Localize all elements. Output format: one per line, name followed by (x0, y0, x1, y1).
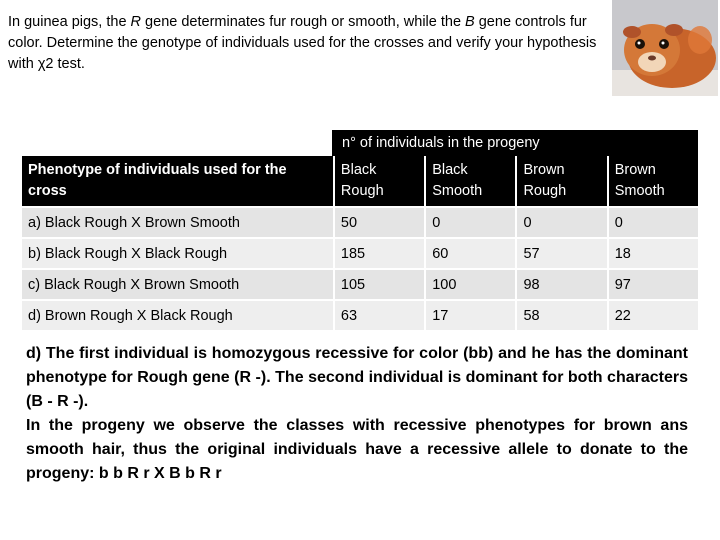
gene-r: R (130, 14, 142, 30)
table-row (22, 270, 700, 301)
brown-smooth-cell: 97 (609, 270, 700, 301)
brown-rough-cell: 57 (517, 239, 608, 270)
intro-text (8, 12, 598, 75)
brown-smooth-cell: 18 (609, 239, 700, 270)
guinea-pig-icon (612, 0, 718, 96)
col-header-brown-rough: Brown Rough (517, 156, 608, 208)
black-rough-cell: 185 (335, 239, 426, 270)
progeny-group-header: n° of individuals in the progeny (332, 130, 698, 156)
brown-rough-cell: 58 (517, 301, 608, 332)
intro-prefix: In guinea pigs, the (8, 14, 131, 30)
cross-cell: a) Black Rough X Brown Smooth (22, 208, 335, 239)
col-header-brown-smooth: Brown Smooth (609, 156, 700, 208)
black-rough-cell: 63 (335, 301, 426, 332)
guinea-pig-photo (612, 0, 718, 96)
black-smooth-cell: 100 (426, 270, 517, 301)
table-header-row (22, 156, 700, 208)
black-smooth-cell: 0 (426, 208, 517, 239)
crosses-table (22, 156, 700, 332)
black-smooth-cell: 60 (426, 239, 517, 270)
brown-rough-cell: 0 (517, 208, 608, 239)
brown-rough-cell: 98 (517, 270, 608, 301)
col-header-phenotype: Phenotype of individuals used for the cross (22, 156, 335, 208)
cross-cell: b) Black Rough X Black Rough (22, 239, 335, 270)
black-rough-cell: 50 (335, 208, 426, 239)
black-smooth-cell: 17 (426, 301, 517, 332)
table-row (22, 208, 700, 239)
answer-paragraph-1: d) The first individual is homozygous recessive for color (bb) and he has the dominant phenotype for Rough gene (R -). The second individual is dominant for both characters (B - R -). (26, 345, 688, 410)
table-row (22, 239, 700, 270)
table-row (22, 301, 700, 332)
cross-cell: c) Black Rough X Brown Smooth (22, 270, 335, 301)
brown-smooth-cell: 0 (609, 208, 700, 239)
intro-suffix: gene controls fur color. Determine the genotype of individuals used for the crosses and verify your hypothesis with χ2 test. (8, 14, 597, 72)
col-header-black-smooth: Black Smooth (426, 156, 517, 208)
black-rough-cell: 105 (335, 270, 426, 301)
intro-middle: gene determinates fur rough or smooth, while the (141, 14, 466, 30)
answer-paragraph-2: In the progeny we observe the classes with recessive phenotypes for brown ans smooth hair, thus the original individuals have a recessive allele to donate to the progeny: b b R r X B b R r (26, 417, 688, 482)
brown-smooth-cell: 22 (609, 301, 700, 332)
answer-text (26, 342, 688, 486)
cross-cell: d) Brown Rough X Black Rough (22, 301, 335, 332)
col-header-black-rough: Black Rough (335, 156, 426, 208)
gene-b: B (465, 14, 475, 30)
